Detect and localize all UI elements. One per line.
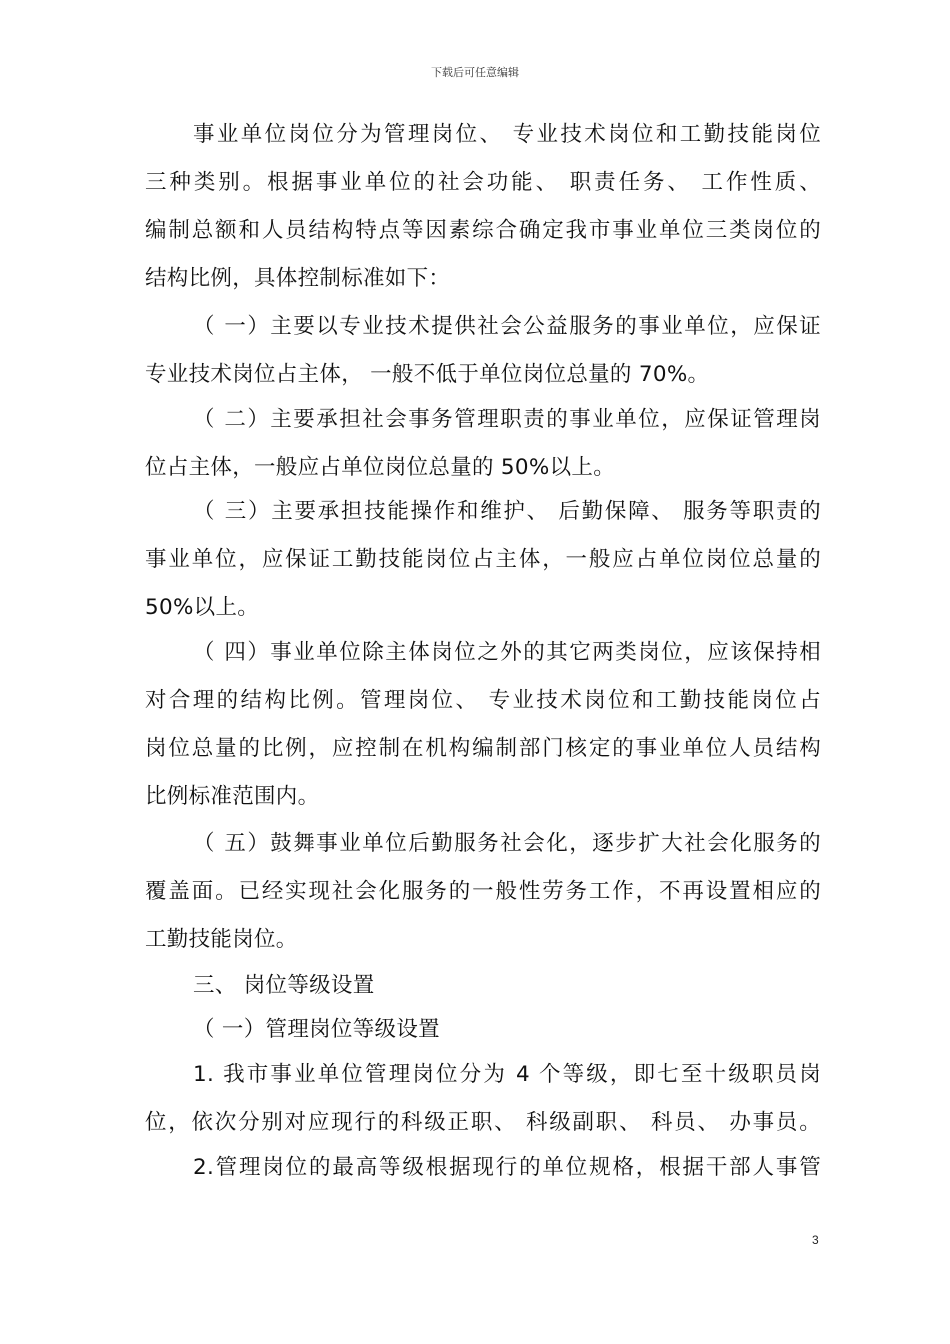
paragraph-line: 位，依次分别对应现行的科级正职、 科级副职、 科员、 办事员。: [145, 1110, 821, 1135]
paragraph-line: （ 三）主要承担技能操作和维护、 后勤保障、 服务等职责的: [193, 499, 821, 524]
paragraph-line: 三种类别。根据事业单位的社会功能、 职责任务、 工作性质、: [145, 170, 821, 195]
page-number: 3: [812, 1233, 819, 1247]
subsection-heading: （ 一）管理岗位等级设置: [193, 1017, 440, 1042]
paragraph-line: 位占主体，一般应占单位岗位总量的 50%以上。: [145, 455, 616, 480]
paragraph-line: 专业技术岗位占主体， 一般不低于单位岗位总量的 70%。: [145, 362, 710, 387]
paragraph-line: （ 二）主要承担社会事务管理职责的事业单位，应保证管理岗: [193, 407, 821, 432]
paragraph-line: 1. 我市事业单位管理岗位分为 4 个等级，即七至十级职员岗: [193, 1062, 821, 1087]
paragraph-line: （ 四）事业单位除主体岗位之外的其它两类岗位，应该保持相: [193, 640, 821, 665]
paragraph-line: 结构比例，具体控制标准如下：: [145, 266, 451, 291]
paragraph-line: 岗位总量的比例，应控制在机构编制部门核定的事业单位人员结构: [145, 736, 821, 761]
paragraph-line: 事业单位，应保证工勤技能岗位占主体，一般应占单位岗位总量的: [145, 547, 821, 572]
page-header: 下载后可任意编辑: [431, 66, 519, 79]
paragraph-line: 2.管理岗位的最高等级根据现行的单位规格，根据干部人事管: [193, 1155, 821, 1180]
section-heading: 三、 岗位等级设置: [193, 973, 375, 998]
paragraph-line: 对合理的结构比例。管理岗位、 专业技术岗位和工勤技能岗位占: [145, 688, 821, 713]
paragraph-line: 工勤技能岗位。: [145, 927, 298, 952]
paragraph-line: 覆盖面。已经实现社会化服务的一般性劳务工作，不再设置相应的: [145, 879, 821, 904]
paragraph-line: 比例标准范围内。: [145, 784, 320, 809]
paragraph-line: 编制总额和人员结构特点等因素综合确定我市事业单位三类岗位的: [145, 218, 821, 243]
paragraph-line: （ 一）主要以专业技术提供社会公益服务的事业单位，应保证: [193, 314, 821, 339]
paragraph-line: 50%以上。: [145, 595, 260, 620]
paragraph-line: 事业单位岗位分为管理岗位、 专业技术岗位和工勤技能岗位: [193, 122, 821, 147]
paragraph-line: （ 五）鼓舞事业单位后勤服务社会化，逐步扩大社会化服务的: [193, 831, 821, 856]
